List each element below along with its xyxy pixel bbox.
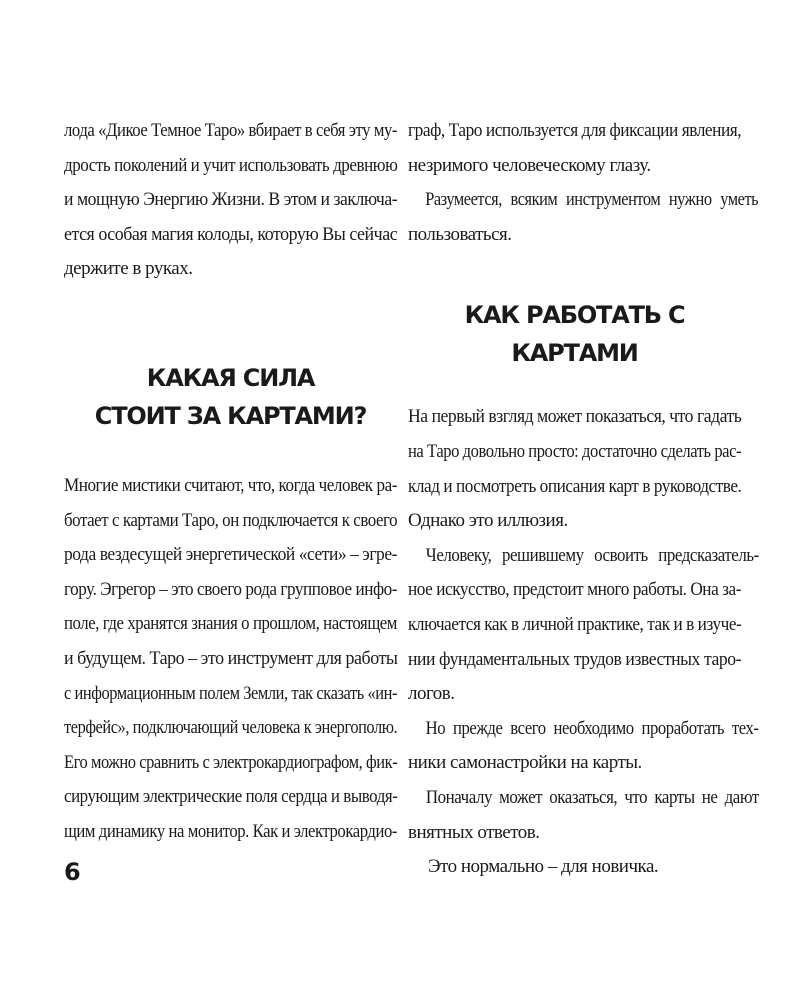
text-line: Разумеется, всяким инструментом нужно уметь	[425, 189, 759, 211]
text-line: и будущем. Таро – это инструмент для работы	[64, 647, 398, 669]
text-line: дрость поколений и учит использовать древнюю	[64, 154, 398, 176]
text-line: ное искусство, предстоит много работы. Она за-	[408, 579, 741, 601]
text-line: поле, где хранятся знания о прошлом, настоящем	[64, 613, 397, 635]
heading-line: КАКАЯ СИЛА	[146, 363, 315, 392]
text-line: терфейс», подключающий человека к энергополю.	[64, 717, 398, 739]
text-line: граф, Таро используется для фиксации явления,	[408, 120, 742, 141]
text-line: гору. Эгрегор – это своего рода групповое инфо-	[64, 578, 397, 600]
text-line: незримого человеческому глазу.	[408, 154, 651, 176]
text-line: логов.	[408, 683, 455, 705]
text-line: щим динамику на монитор. Как и электрокардио-	[64, 820, 397, 842]
text-line: ется особая магия колоды, которую Вы сейчас	[64, 223, 398, 245]
section-heading-how-to-work: КАК РАБОТАТЬ С КАРТАМИ	[464, 301, 685, 368]
text-line: На первый взгляд может показаться, что гадать	[408, 406, 742, 428]
text-line: Однако это иллюзия.	[408, 510, 568, 532]
text-line: Человеку, решившему освоить предсказатель-	[425, 544, 759, 566]
text-line: Но прежде всего необходимо проработать тех-	[425, 717, 759, 739]
text-line: держите в руках.	[64, 258, 193, 280]
paragraph-first-glance	[408, 400, 741, 538]
paragraph-at-first	[408, 781, 759, 850]
section-heading-power	[64, 359, 397, 435]
paragraph-normal	[408, 850, 741, 885]
page-number: 6	[64, 858, 81, 886]
text-line: нии фундаментальных трудов известных таро-	[408, 648, 741, 670]
text-line: клад и посмотреть описания карт в руководстве.	[408, 475, 742, 497]
left-column	[64, 114, 397, 850]
text-line: Это нормально – для новичка.	[428, 856, 659, 878]
intro-paragraph-left	[64, 114, 397, 287]
paragraph-person	[408, 539, 759, 712]
heading-line: СТОИТ ЗА КАРТАМИ?	[94, 401, 367, 430]
text-line: ники самонастройки на карты.	[408, 752, 642, 774]
intro-paragraph-right	[408, 114, 741, 183]
text-line: Поначалу может оказаться, что карты не дают	[425, 786, 759, 808]
paragraph-techniques	[408, 712, 759, 781]
text-line: рода вездесущей энергетической «сети» – эгре-	[64, 544, 397, 566]
text-line: с информационным полем Земли, так сказать «ин-	[64, 682, 397, 704]
right-column	[408, 114, 759, 885]
body-paragraph-left	[64, 469, 397, 850]
text-line: лода «Дикое Темное Таро» вбирает в себя эту му-	[64, 120, 397, 141]
text-line: Его можно сравнить с электрокардиографом, фик-	[64, 751, 398, 773]
text-line: внятных ответов.	[408, 821, 540, 843]
text-line: ботает с картами Таро, он подключается к своего	[64, 509, 398, 531]
text-line: на Таро довольно просто: достаточно сделать рас-	[408, 440, 742, 462]
text-line: ключается как в личной практике, так и в изуче-	[408, 613, 742, 635]
text-line: пользоваться.	[408, 223, 512, 245]
intro-paragraph-right-2	[408, 183, 759, 252]
text-line: сирующим электрические поля сердца и выводя-	[64, 786, 398, 808]
text-line: Многие мистики считают, что, когда человек ра-	[64, 474, 397, 496]
text-line: и мощную Энергию Жизни. В этом и заключа-	[64, 189, 398, 211]
